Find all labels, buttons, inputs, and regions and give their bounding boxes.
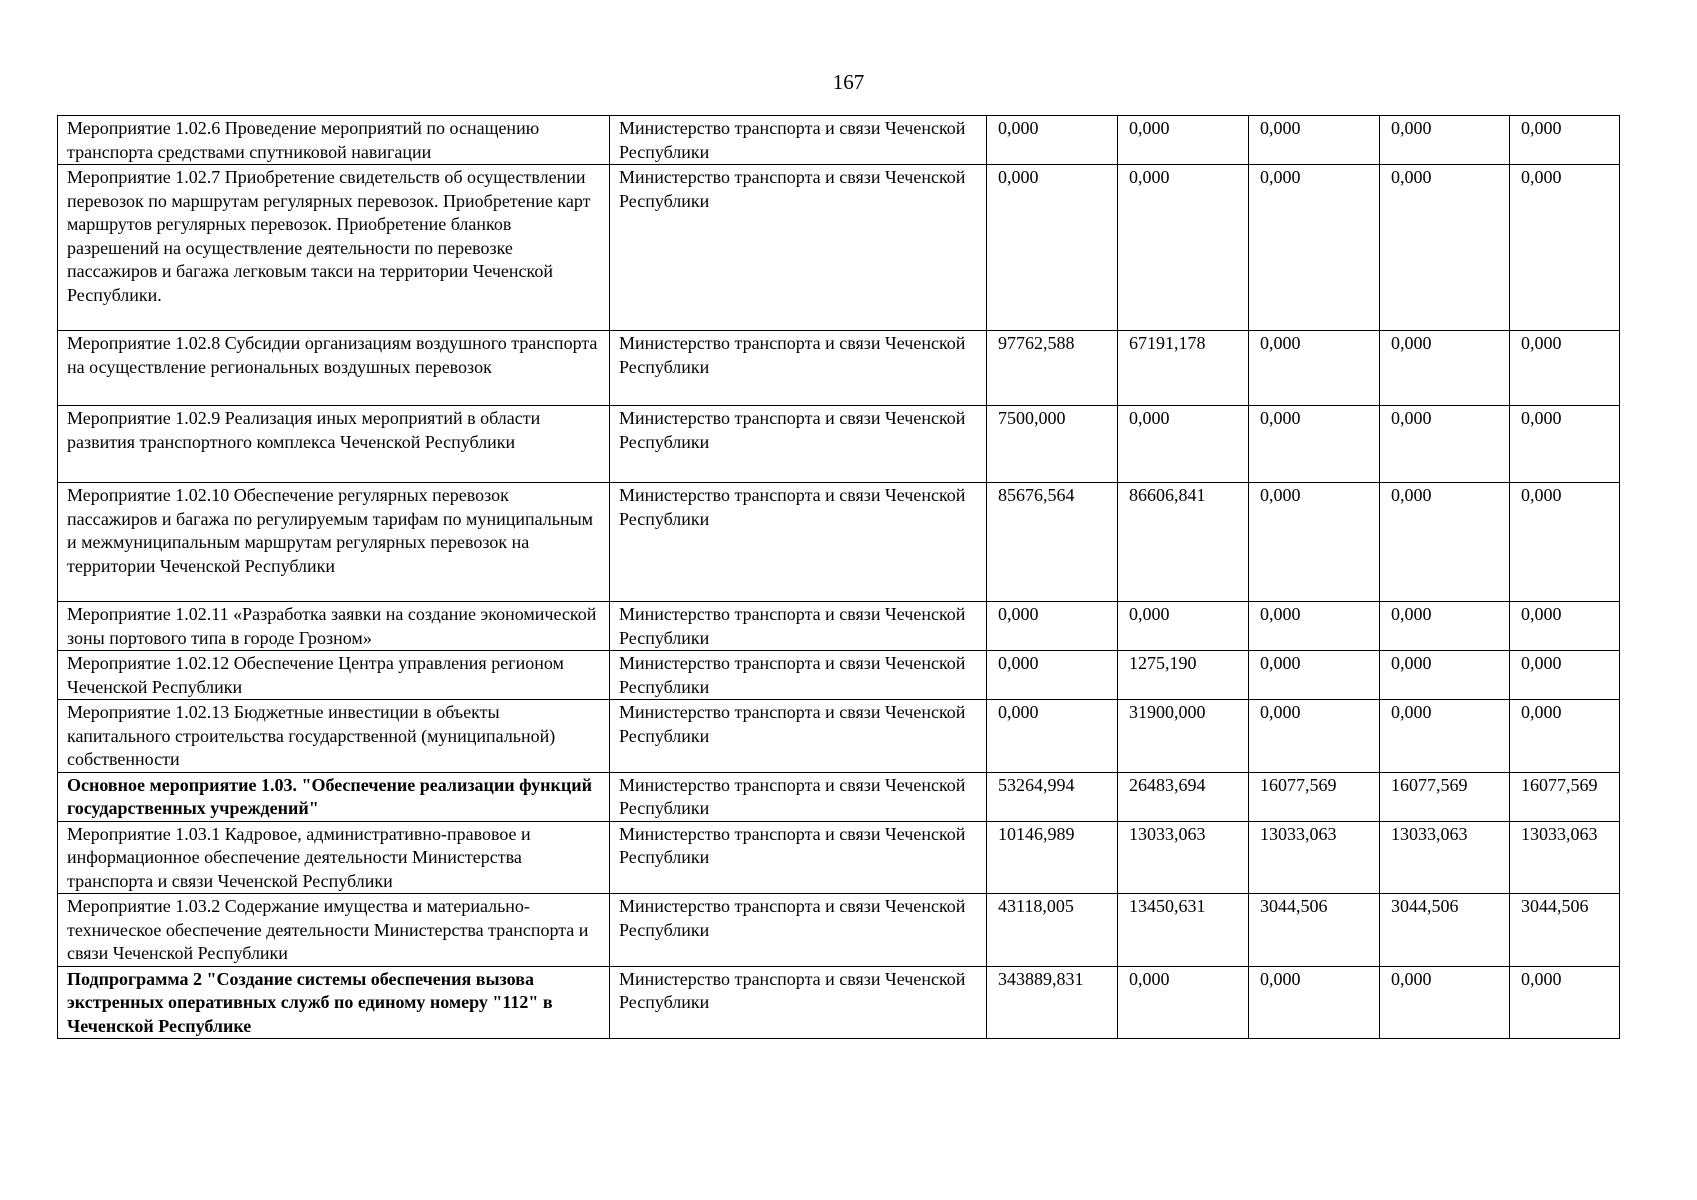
table-row: [58, 700, 1620, 773]
executor-cell: Министерство транспорта и связи Чеченской Республики: [610, 483, 987, 602]
executor-cell: Министерство транспорта и связи Чеченской Республики: [610, 406, 987, 483]
executor-cell: Министерство транспорта и связи Чеченской Республики: [610, 966, 987, 1039]
executor-cell: Министерство транспорта и связи Чеченской Республики: [610, 116, 987, 165]
amount-cell: 0,000: [1380, 602, 1510, 651]
activity-name-cell: Мероприятие 1.02.11 «Разработка заявки на создание экономической зоны портового типа в городе Грозном»: [58, 602, 610, 651]
activity-name-cell: Основное мероприятие 1.03. "Обеспечение реализации функций государственных учреждений": [58, 772, 610, 821]
amount-cell: 0,000: [1118, 966, 1249, 1039]
amount-cell: 1275,190: [1118, 651, 1249, 700]
amount-cell: 13033,063: [1380, 821, 1510, 894]
amount-cell: 0,000: [987, 602, 1118, 651]
amount-cell: 0,000: [1118, 116, 1249, 165]
executor-cell: Министерство транспорта и связи Чеченской Республики: [610, 331, 987, 406]
amount-cell: 0,000: [1510, 165, 1620, 331]
executor-cell: Министерство транспорта и связи Чеченской Республики: [610, 602, 987, 651]
amount-cell: 3044,506: [1510, 894, 1620, 967]
amount-cell: 0,000: [1510, 116, 1620, 165]
table-row: [58, 772, 1620, 821]
table-row: [58, 821, 1620, 894]
executor-cell: Министерство транспорта и связи Чеченской Республики: [610, 821, 987, 894]
amount-cell: 343889,831: [987, 966, 1118, 1039]
amount-cell: 67191,178: [1118, 331, 1249, 406]
amount-cell: 0,000: [1510, 331, 1620, 406]
amount-cell: 0,000: [1249, 602, 1380, 651]
executor-cell: Министерство транспорта и связи Чеченской Республики: [610, 894, 987, 967]
activity-name-cell: Мероприятие 1.03.1 Кадровое, административно-правовое и информационное обеспечение деятельности Министерства транспорта и связи Чеченской Республики: [58, 821, 610, 894]
amount-cell: 0,000: [1380, 331, 1510, 406]
table-row: [58, 894, 1620, 967]
amount-cell: 0,000: [1118, 602, 1249, 651]
amount-cell: 85676,564: [987, 483, 1118, 602]
amount-cell: 0,000: [1510, 700, 1620, 773]
amount-cell: 43118,005: [987, 894, 1118, 967]
amount-cell: 0,000: [1380, 700, 1510, 773]
amount-cell: 0,000: [1249, 406, 1380, 483]
amount-cell: 7500,000: [987, 406, 1118, 483]
executor-cell: Министерство транспорта и связи Чеченской Республики: [610, 165, 987, 331]
amount-cell: 16077,569: [1249, 772, 1380, 821]
table-row: [58, 331, 1620, 406]
amount-cell: 0,000: [1380, 116, 1510, 165]
activity-name-cell: Мероприятие 1.02.9 Реализация иных мероприятий в области развития транспортного комплекса Чеченской Республики: [58, 406, 610, 483]
amount-cell: 16077,569: [1380, 772, 1510, 821]
amount-cell: 0,000: [1510, 651, 1620, 700]
activity-name-cell: Подпрограмма 2 "Создание системы обеспечения вызова экстренных оперативных служб по единому номеру "112" в Чеченской Республике: [58, 966, 610, 1039]
amount-cell: 0,000: [1380, 406, 1510, 483]
amount-cell: 0,000: [987, 700, 1118, 773]
table-row: [58, 483, 1620, 602]
amount-cell: 86606,841: [1118, 483, 1249, 602]
page-number: 167: [832, 70, 865, 94]
amount-cell: 0,000: [1510, 966, 1620, 1039]
executor-cell: Министерство транспорта и связи Чеченской Республики: [610, 651, 987, 700]
table-row: [58, 116, 1620, 165]
amount-cell: 0,000: [987, 116, 1118, 165]
activity-name-cell: Мероприятие 1.03.2 Содержание имущества и материально-техническое обеспечение деятельности Министерства транспорта и связи Чеченской Республики: [58, 894, 610, 967]
activity-name-cell: Мероприятие 1.02.6 Проведение мероприятий по оснащению транспорта средствами спутниковой навигации: [58, 116, 610, 165]
amount-cell: 0,000: [987, 165, 1118, 331]
amount-cell: 0,000: [987, 651, 1118, 700]
activity-name-cell: Мероприятие 1.02.7 Приобретение свидетельств об осуществлении перевозок по маршрутам регулярных перевозок. Приобретение карт маршрутов регулярных перевозок. Приобретение бланков разрешений на осуществление деятельности по перевозке пассажиров и багажа легковым такси на территории Чеченской Республики.: [58, 165, 610, 331]
executor-cell: Министерство транспорта и связи Чеченской Республики: [610, 772, 987, 821]
amount-cell: 10146,989: [987, 821, 1118, 894]
activity-name-cell: Мероприятие 1.02.12 Обеспечение Центра управления регионом Чеченской Республики: [58, 651, 610, 700]
activity-name-cell: Мероприятие 1.02.10 Обеспечение регулярных перевозок пассажиров и багажа по регулируемым тарифам по муниципальным и межмуниципальным маршрутам регулярных перевозок на территории Чеченской Республики: [58, 483, 610, 602]
activity-name-cell: Мероприятие 1.02.13 Бюджетные инвестиции в объекты капитального строительства государственной (муниципальной) собственности: [58, 700, 610, 773]
amount-cell: 0,000: [1249, 483, 1380, 602]
table-row: [58, 602, 1620, 651]
amount-cell: 0,000: [1510, 406, 1620, 483]
amount-cell: 3044,506: [1380, 894, 1510, 967]
table-row: [58, 165, 1620, 331]
amount-cell: 31900,000: [1118, 700, 1249, 773]
amount-cell: 0,000: [1380, 966, 1510, 1039]
table-row: [58, 406, 1620, 483]
amount-cell: 0,000: [1249, 331, 1380, 406]
amount-cell: 0,000: [1249, 165, 1380, 331]
amount-cell: 0,000: [1510, 602, 1620, 651]
executor-cell: Министерство транспорта и связи Чеченской Республики: [610, 700, 987, 773]
table-row: [58, 966, 1620, 1039]
amount-cell: 0,000: [1249, 700, 1380, 773]
amount-cell: 0,000: [1380, 483, 1510, 602]
amount-cell: 0,000: [1249, 116, 1380, 165]
amount-cell: 53264,994: [987, 772, 1118, 821]
amount-cell: 0,000: [1380, 651, 1510, 700]
amount-cell: 13450,631: [1118, 894, 1249, 967]
activity-name-cell: Мероприятие 1.02.8 Субсидии организациям воздушного транспорта на осуществление региональных воздушных перевозок: [58, 331, 610, 406]
budget-table: [57, 115, 1620, 1039]
amount-cell: 0,000: [1118, 165, 1249, 331]
amount-cell: 0,000: [1510, 483, 1620, 602]
amount-cell: 13033,063: [1510, 821, 1620, 894]
amount-cell: 13033,063: [1249, 821, 1380, 894]
amount-cell: 16077,569: [1510, 772, 1620, 821]
amount-cell: 3044,506: [1249, 894, 1380, 967]
table-row: [58, 651, 1620, 700]
amount-cell: 13033,063: [1118, 821, 1249, 894]
amount-cell: 0,000: [1380, 165, 1510, 331]
amount-cell: 0,000: [1118, 406, 1249, 483]
amount-cell: 26483,694: [1118, 772, 1249, 821]
amount-cell: 97762,588: [987, 331, 1118, 406]
amount-cell: 0,000: [1249, 966, 1380, 1039]
amount-cell: 0,000: [1249, 651, 1380, 700]
